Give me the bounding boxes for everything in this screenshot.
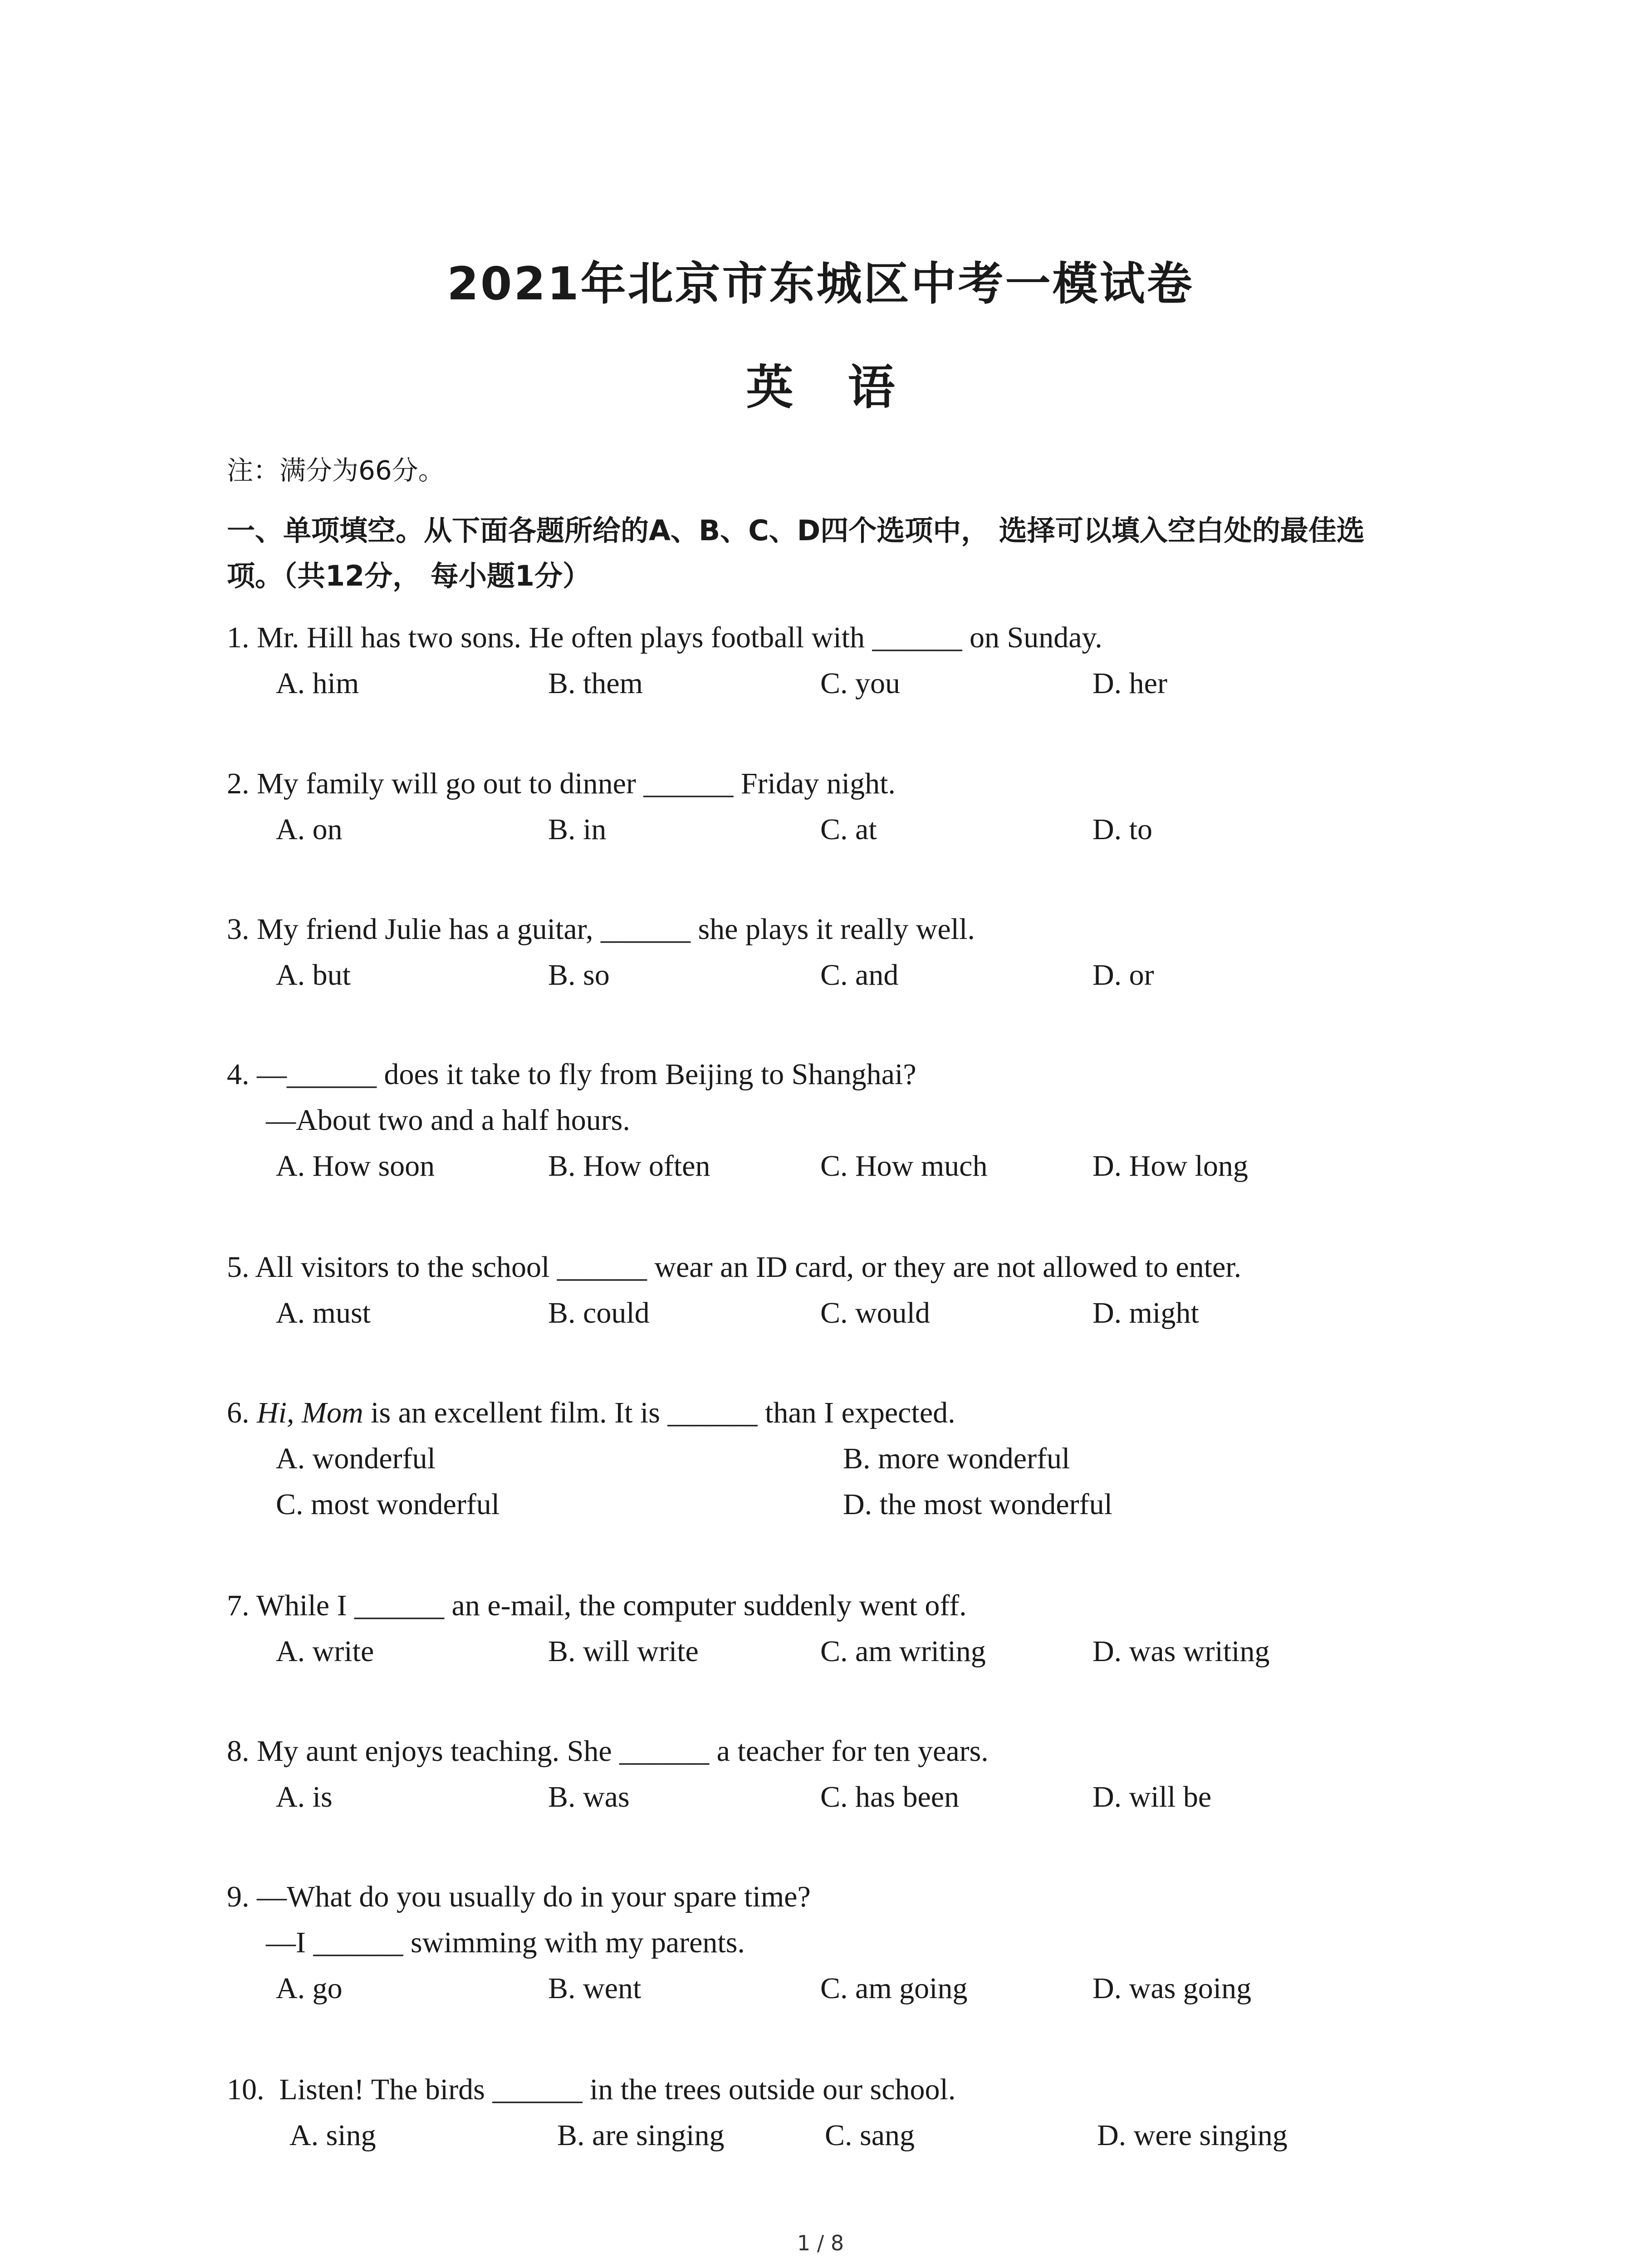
- options-row: [227, 1290, 1452, 1336]
- question-text: —______ does it take to fly from Beijing to Shanghai?: [257, 1058, 916, 1091]
- option-d: D. was going: [1092, 1972, 1252, 2005]
- options-row: [227, 1481, 1452, 1527]
- question-stem: [227, 1583, 1452, 1628]
- option-b: B. more wonderful: [843, 1442, 1070, 1475]
- question-number: 6.: [227, 1396, 250, 1429]
- option-d: D. or: [1092, 958, 1154, 992]
- option-a: A. him: [276, 667, 359, 700]
- option-d: D. to: [1092, 813, 1152, 846]
- instruction-line-1: 一、单项填空。从下面各题所给的A、B、C、D四个选项中， 选择可以填入空白处的最佳选: [227, 514, 1365, 547]
- instruction-line-2: 项。（共12分， 每小题1分）: [227, 559, 591, 592]
- option-a: A. go: [276, 1972, 343, 2005]
- question-7: [227, 1583, 1452, 1674]
- option-b: B. in: [548, 813, 607, 846]
- options-row: [227, 952, 1452, 998]
- question-text: is an excellent film. It is ______ than I expected.: [363, 1396, 955, 1429]
- option-c: C. sang: [825, 2119, 915, 2152]
- question-stem: [227, 1244, 1452, 1290]
- question-text-line-2: —About two and a half hours.: [266, 1104, 630, 1137]
- question-stem: [227, 1728, 1452, 1774]
- question-number: 9.: [227, 1880, 250, 1913]
- option-b: B. are singing: [557, 2119, 725, 2152]
- question-text: My family will go out to dinner ______ Friday night.: [257, 767, 896, 800]
- option-c: C. at: [820, 813, 877, 846]
- question-number: 5.: [227, 1251, 250, 1284]
- question-number: 4.: [227, 1058, 250, 1091]
- question-stem: [227, 1874, 1452, 1920]
- question-text-line-2: —I ______ swimming with my parents.: [266, 1926, 745, 1959]
- question-5: [227, 1244, 1452, 1336]
- option-c: C. would: [820, 1296, 931, 1330]
- section-1-instructions: [227, 508, 1452, 599]
- option-b: B. could: [548, 1296, 650, 1330]
- question-stem: [227, 1390, 1452, 1436]
- option-d: D. were singing: [1097, 2119, 1288, 2152]
- option-b: B. so: [548, 958, 610, 992]
- question-4: [227, 1051, 1452, 1189]
- question-text: Listen! The birds ______ in the trees outside our school.: [279, 2073, 956, 2106]
- question-2: [227, 761, 1452, 852]
- question-8: [227, 1728, 1452, 1820]
- options-row: [227, 2112, 1452, 2158]
- option-c: C. am writing: [820, 1635, 986, 1668]
- option-a: A. must: [276, 1296, 371, 1330]
- option-c: C. you: [820, 667, 901, 700]
- option-a: A. wonderful: [276, 1442, 436, 1475]
- film-title: Hi, Mom: [257, 1396, 363, 1429]
- question-1: [227, 615, 1452, 706]
- exam-subject: 英语: [746, 360, 950, 415]
- question-3: [227, 906, 1452, 998]
- question-10: [227, 2067, 1452, 2158]
- option-c: C. has been: [820, 1780, 960, 1813]
- option-a: A. but: [276, 958, 351, 992]
- options-row: [227, 807, 1452, 852]
- option-a: A. is: [276, 1780, 333, 1813]
- question-stem: [227, 761, 1452, 807]
- question-stem: [227, 1051, 1452, 1097]
- options-row: [227, 1965, 1452, 2011]
- question-text: —What do you usually do in your spare time?: [257, 1880, 811, 1913]
- option-c: C. and: [820, 958, 899, 992]
- option-c: C. How much: [820, 1149, 988, 1183]
- question-number: 2.: [227, 767, 250, 800]
- question-text: My aunt enjoys teaching. She ______ a teacher for ten years.: [257, 1735, 989, 1768]
- question-stem: [227, 615, 1452, 660]
- question-number: 10.: [227, 2073, 265, 2106]
- question-stem: [227, 2067, 1452, 2112]
- option-a: A. How soon: [276, 1149, 435, 1183]
- question-text: While I ______ an e-mail, the computer suddenly went off.: [256, 1589, 967, 1622]
- score-note: 注：满分为66分。: [227, 455, 445, 486]
- question-number: 7.: [227, 1589, 250, 1622]
- option-c: C. most wonderful: [276, 1488, 500, 1521]
- option-d: D. How long: [1092, 1149, 1248, 1183]
- options-row: [227, 1143, 1452, 1189]
- exam-title: 2021年北京市东城区中考一模试卷: [447, 257, 1194, 310]
- option-b: B. went: [548, 1972, 642, 2005]
- option-d: D. might: [1092, 1296, 1199, 1330]
- question-text: All visitors to the school ______ wear an ID card, or they are not allowed to enter.: [255, 1251, 1242, 1284]
- options-row: [227, 1628, 1452, 1674]
- question-6: [227, 1390, 1452, 1527]
- page-number: 1 / 8: [797, 2231, 844, 2255]
- option-b: B. How often: [548, 1149, 710, 1183]
- options-row: [227, 1774, 1452, 1820]
- option-c: C. am going: [820, 1972, 968, 2005]
- options-row: [227, 660, 1452, 706]
- options-row: [227, 1436, 1452, 1481]
- question-number: 3.: [227, 913, 250, 946]
- question-number: 1.: [227, 621, 250, 654]
- option-a: A. sing: [289, 2119, 376, 2152]
- question-text: My friend Julie has a guitar, ______ she plays it really well.: [257, 913, 975, 946]
- option-b: B. them: [548, 667, 643, 700]
- option-d: D. was writing: [1092, 1635, 1270, 1668]
- option-d: D. her: [1092, 667, 1167, 700]
- question-stem: [227, 906, 1452, 952]
- option-d: D. the most wonderful: [843, 1488, 1112, 1521]
- option-a: A. write: [276, 1635, 374, 1668]
- option-d: D. will be: [1092, 1780, 1212, 1813]
- question-9: [227, 1874, 1452, 2011]
- question-text: Mr. Hill has two sons. He often plays football with ______ on Sunday.: [257, 621, 1102, 654]
- question-number: 8.: [227, 1735, 250, 1768]
- option-b: B. was: [548, 1780, 630, 1813]
- option-b: B. will write: [548, 1635, 699, 1668]
- option-a: A. on: [276, 813, 343, 846]
